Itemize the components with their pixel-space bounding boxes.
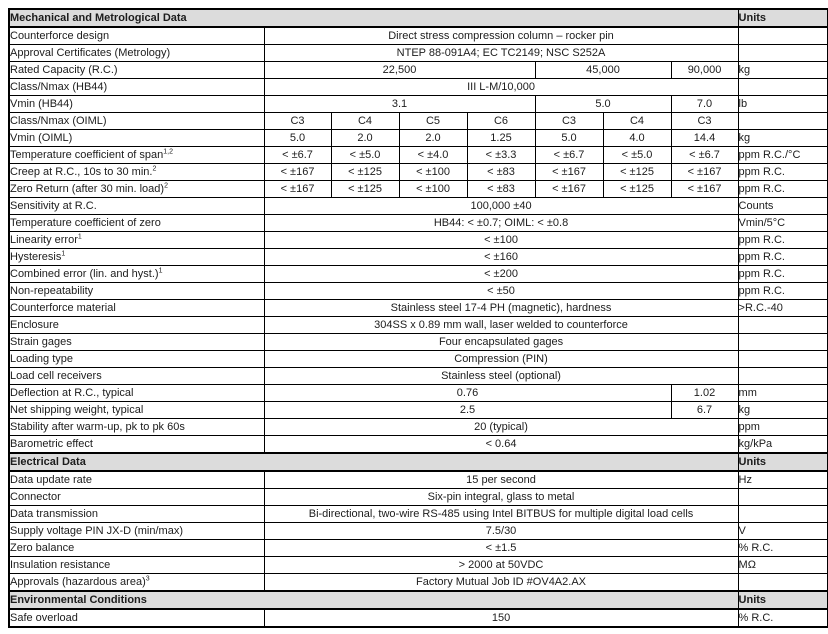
row-unit <box>738 317 828 334</box>
row-unit: kg <box>738 402 828 419</box>
row-value: < ±50 <box>264 283 738 300</box>
row-label-text: Class/Nmax (OIML) <box>10 114 107 127</box>
section-header-row <box>9 9 828 27</box>
row-unit <box>738 368 828 385</box>
table-row <box>9 45 828 62</box>
row-label-text: Loading type <box>10 352 73 365</box>
row-unit: ppm R.C./°C <box>738 147 828 164</box>
row-label <box>9 27 264 45</box>
row-unit: kg <box>738 130 828 147</box>
row-unit <box>738 351 828 368</box>
section-header-row <box>9 591 828 609</box>
row-value: < ±167 <box>671 181 738 198</box>
row-label-text: Temperature coefficient of span <box>10 148 164 161</box>
table-row <box>9 471 828 489</box>
row-label-text: Enclosure <box>10 318 59 331</box>
row-unit <box>738 45 828 62</box>
footnote-marker: 1 <box>61 249 66 257</box>
table-row <box>9 147 828 164</box>
row-label <box>9 113 264 130</box>
row-value: < ±4.0 <box>399 147 467 164</box>
row-value: Stainless steel 17-4 PH (magnetic), hardness <box>264 300 738 317</box>
row-unit <box>738 489 828 506</box>
row-value: Compression (PIN) <box>264 351 738 368</box>
row-value: Factory Mutual Job ID #OV4A2.AX <box>264 574 738 592</box>
row-label <box>9 198 264 215</box>
footnote-marker: 1 <box>77 232 82 240</box>
row-label-text: Temperature coefficient of zero <box>10 216 161 229</box>
row-label-text: Approval Certificates (Metrology) <box>10 46 171 59</box>
table-row <box>9 402 828 419</box>
row-label-text: Stability after warm-up, pk to pk 60s <box>10 420 185 433</box>
row-value: 7.0 <box>671 96 738 113</box>
row-value: < ±160 <box>264 249 738 266</box>
row-value: 5.0 <box>535 130 603 147</box>
section-title: Mechanical and Metrological Data <box>9 9 738 27</box>
row-value: 90,000 <box>671 62 738 79</box>
row-label <box>9 181 264 198</box>
row-value: < ±83 <box>467 181 535 198</box>
row-value: 2.0 <box>331 130 399 147</box>
row-label-text: Data transmission <box>10 507 99 520</box>
row-unit: Counts <box>738 198 828 215</box>
row-unit: ppm <box>738 419 828 436</box>
row-unit: V <box>738 523 828 540</box>
table-row <box>9 113 828 130</box>
row-label-text: Vmin (OIML) <box>10 131 73 144</box>
table-row <box>9 266 828 283</box>
row-value: < ±83 <box>467 164 535 181</box>
table-row <box>9 27 828 45</box>
row-value: < ±167 <box>535 181 603 198</box>
section-title: Electrical Data <box>9 453 738 471</box>
table-row <box>9 523 828 540</box>
row-unit <box>738 27 828 45</box>
row-value: Six-pin integral, glass to metal <box>264 489 738 506</box>
row-value: > 2000 at 50VDC <box>264 557 738 574</box>
row-label-text: Insulation resistance <box>10 558 111 571</box>
row-label-text: Creep at R.C., 10s to 30 min. <box>10 165 153 178</box>
row-label <box>9 436 264 454</box>
row-value: < ±100 <box>399 181 467 198</box>
row-label <box>9 232 264 249</box>
row-value: C3 <box>671 113 738 130</box>
row-unit <box>738 113 828 130</box>
row-label <box>9 147 264 164</box>
row-value: C4 <box>331 113 399 130</box>
row-label <box>9 45 264 62</box>
footnote-marker: 1,2 <box>163 147 174 155</box>
row-label-text: Combined error (lin. and hyst.) <box>10 267 159 280</box>
table-row <box>9 334 828 351</box>
row-value: C3 <box>535 113 603 130</box>
row-value: 5.0 <box>535 96 671 113</box>
row-label <box>9 402 264 419</box>
row-value: Stainless steel (optional) <box>264 368 738 385</box>
row-value: < ±167 <box>671 164 738 181</box>
table-row <box>9 215 828 232</box>
footnote-marker: 2 <box>164 181 168 189</box>
row-label-text: Barometric effect <box>10 437 93 450</box>
table-row <box>9 506 828 523</box>
row-value: 45,000 <box>535 62 671 79</box>
row-unit: >R.C.-40 <box>738 300 828 317</box>
row-value: < ±5.0 <box>331 147 399 164</box>
row-unit: Hz <box>738 471 828 489</box>
row-unit: % R.C. <box>738 540 828 557</box>
row-value: 2.0 <box>399 130 467 147</box>
row-value: C4 <box>603 113 671 130</box>
row-unit: kg <box>738 62 828 79</box>
units-column-header: Units <box>738 591 828 609</box>
row-value: 14.4 <box>671 130 738 147</box>
row-label <box>9 249 264 266</box>
row-value: 3.1 <box>264 96 535 113</box>
row-label <box>9 609 264 627</box>
row-label-text: Load cell receivers <box>10 369 102 382</box>
row-value: < ±167 <box>535 164 603 181</box>
table-row <box>9 283 828 300</box>
row-value: C6 <box>467 113 535 130</box>
row-value: 0.76 <box>264 385 671 402</box>
table-row <box>9 317 828 334</box>
row-value: < ±1.5 <box>264 540 738 557</box>
row-value: 22,500 <box>264 62 535 79</box>
table-row <box>9 181 828 198</box>
row-unit: lb <box>738 96 828 113</box>
row-value: < ±6.7 <box>264 147 331 164</box>
units-column-header: Units <box>738 453 828 471</box>
row-value: C3 <box>264 113 331 130</box>
row-label <box>9 540 264 557</box>
row-unit: ppm R.C. <box>738 249 828 266</box>
row-label-text: Supply voltage PIN JX-D (min/max) <box>10 524 183 537</box>
row-label <box>9 300 264 317</box>
row-label <box>9 215 264 232</box>
row-label-text: Counterforce material <box>10 301 116 314</box>
row-label <box>9 574 264 592</box>
row-unit: % R.C. <box>738 609 828 627</box>
row-label <box>9 489 264 506</box>
row-label <box>9 471 264 489</box>
table-row <box>9 130 828 147</box>
row-label <box>9 62 264 79</box>
row-label <box>9 317 264 334</box>
row-label <box>9 96 264 113</box>
row-label <box>9 419 264 436</box>
row-label-text: Rated Capacity (R.C.) <box>10 63 118 76</box>
row-label-text: Strain gages <box>10 335 72 348</box>
row-label-text: Linearity error <box>10 233 78 246</box>
row-label <box>9 506 264 523</box>
table-row <box>9 540 828 557</box>
row-value: < ±167 <box>264 181 331 198</box>
row-label <box>9 351 264 368</box>
row-label-text: Net shipping weight, typical <box>10 403 144 416</box>
row-label-text: Deflection at R.C., typical <box>10 386 134 399</box>
row-value: Four encapsulated gages <box>264 334 738 351</box>
row-value: < ±125 <box>331 181 399 198</box>
row-label-text: Zero Return (after 30 min. load) <box>10 182 165 195</box>
row-value: 6.7 <box>671 402 738 419</box>
row-label <box>9 557 264 574</box>
table-row <box>9 96 828 113</box>
table-row <box>9 164 828 181</box>
row-value: < ±6.7 <box>535 147 603 164</box>
row-value: Direct stress compression column – rocker pin <box>264 27 738 45</box>
table-row <box>9 300 828 317</box>
row-label <box>9 266 264 283</box>
row-label-text: Counterforce design <box>10 29 110 42</box>
row-value: 20 (typical) <box>264 419 738 436</box>
row-unit <box>738 506 828 523</box>
footnote-marker: 2 <box>152 164 157 172</box>
row-label-text: Vmin (HB44) <box>10 97 73 110</box>
row-value: 150 <box>264 609 738 627</box>
row-label-text: Hysteresis <box>10 250 62 263</box>
row-unit: ppm R.C. <box>738 181 828 198</box>
row-value: < ±167 <box>264 164 331 181</box>
row-label <box>9 130 264 147</box>
row-value: < 0.64 <box>264 436 738 454</box>
row-value: 1.02 <box>671 385 738 402</box>
table-row <box>9 436 828 454</box>
row-value: < ±100 <box>264 232 738 249</box>
table-row <box>9 249 828 266</box>
row-value: < ±125 <box>603 164 671 181</box>
row-value: < ±125 <box>331 164 399 181</box>
table-row <box>9 351 828 368</box>
row-unit <box>738 334 828 351</box>
row-value: 7.5/30 <box>264 523 738 540</box>
section-header-row <box>9 453 828 471</box>
row-label-text: Class/Nmax (HB44) <box>10 80 108 93</box>
row-label <box>9 523 264 540</box>
row-label-text: Sensitivity at R.C. <box>10 199 97 212</box>
row-label <box>9 283 264 300</box>
row-value: < ±125 <box>603 181 671 198</box>
spec-table-body <box>9 9 828 627</box>
table-row <box>9 232 828 249</box>
table-row <box>9 62 828 79</box>
row-value: NTEP 88-091A4; EC TC2149; NSC S252A <box>264 45 738 62</box>
row-value: 4.0 <box>603 130 671 147</box>
row-value: 2.5 <box>264 402 671 419</box>
row-label-text: Non-repeatability <box>10 284 94 297</box>
row-value: < ±5.0 <box>603 147 671 164</box>
table-row <box>9 79 828 96</box>
row-value: < ±6.7 <box>671 147 738 164</box>
section-title: Environmental Conditions <box>9 591 738 609</box>
row-value: 1.25 <box>467 130 535 147</box>
table-row <box>9 198 828 215</box>
table-row <box>9 557 828 574</box>
row-value: HB44: < ±0.7; OIML: < ±0.8 <box>264 215 738 232</box>
row-label <box>9 334 264 351</box>
row-label <box>9 368 264 385</box>
row-unit: mm <box>738 385 828 402</box>
row-value: 15 per second <box>264 471 738 489</box>
row-unit: Vmin/5°C <box>738 215 828 232</box>
row-value: < ±3.3 <box>467 147 535 164</box>
row-value: 5.0 <box>264 130 331 147</box>
row-unit: ppm R.C. <box>738 164 828 181</box>
row-unit: ppm R.C. <box>738 232 828 249</box>
spec-table <box>8 8 828 628</box>
table-row <box>9 385 828 402</box>
row-label <box>9 164 264 181</box>
row-value: C5 <box>399 113 467 130</box>
table-row <box>9 419 828 436</box>
row-unit: ppm R.C. <box>738 283 828 300</box>
row-value: < ±200 <box>264 266 738 283</box>
footnote-marker: 1 <box>158 266 163 274</box>
row-unit <box>738 574 828 592</box>
units-column-header: Units <box>738 9 828 27</box>
row-label <box>9 385 264 402</box>
row-label <box>9 79 264 96</box>
row-value: III L-M/10,000 <box>264 79 738 96</box>
table-row <box>9 368 828 385</box>
row-unit: ppm R.C. <box>738 266 828 283</box>
row-unit: kg/kPa <box>738 436 828 454</box>
row-unit: MΩ <box>738 557 828 574</box>
table-row <box>9 609 828 627</box>
footnote-marker: 3 <box>145 574 150 582</box>
row-unit <box>738 79 828 96</box>
row-value: 304SS x 0.89 mm wall, laser welded to counterforce <box>264 317 738 334</box>
row-value: 100,000 ±40 <box>264 198 738 215</box>
row-label-text: Connector <box>10 490 61 503</box>
row-label-text: Data update rate <box>10 473 92 486</box>
row-label-text: Zero balance <box>10 541 75 554</box>
table-row <box>9 489 828 506</box>
table-row <box>9 574 828 592</box>
row-value: Bi-directional, two-wire RS-485 using Intel BITBUS for multiple digital load cells <box>264 506 738 523</box>
row-label-text: Safe overload <box>10 611 78 624</box>
row-value: < ±100 <box>399 164 467 181</box>
row-label-text: Approvals (hazardous area) <box>10 575 146 588</box>
